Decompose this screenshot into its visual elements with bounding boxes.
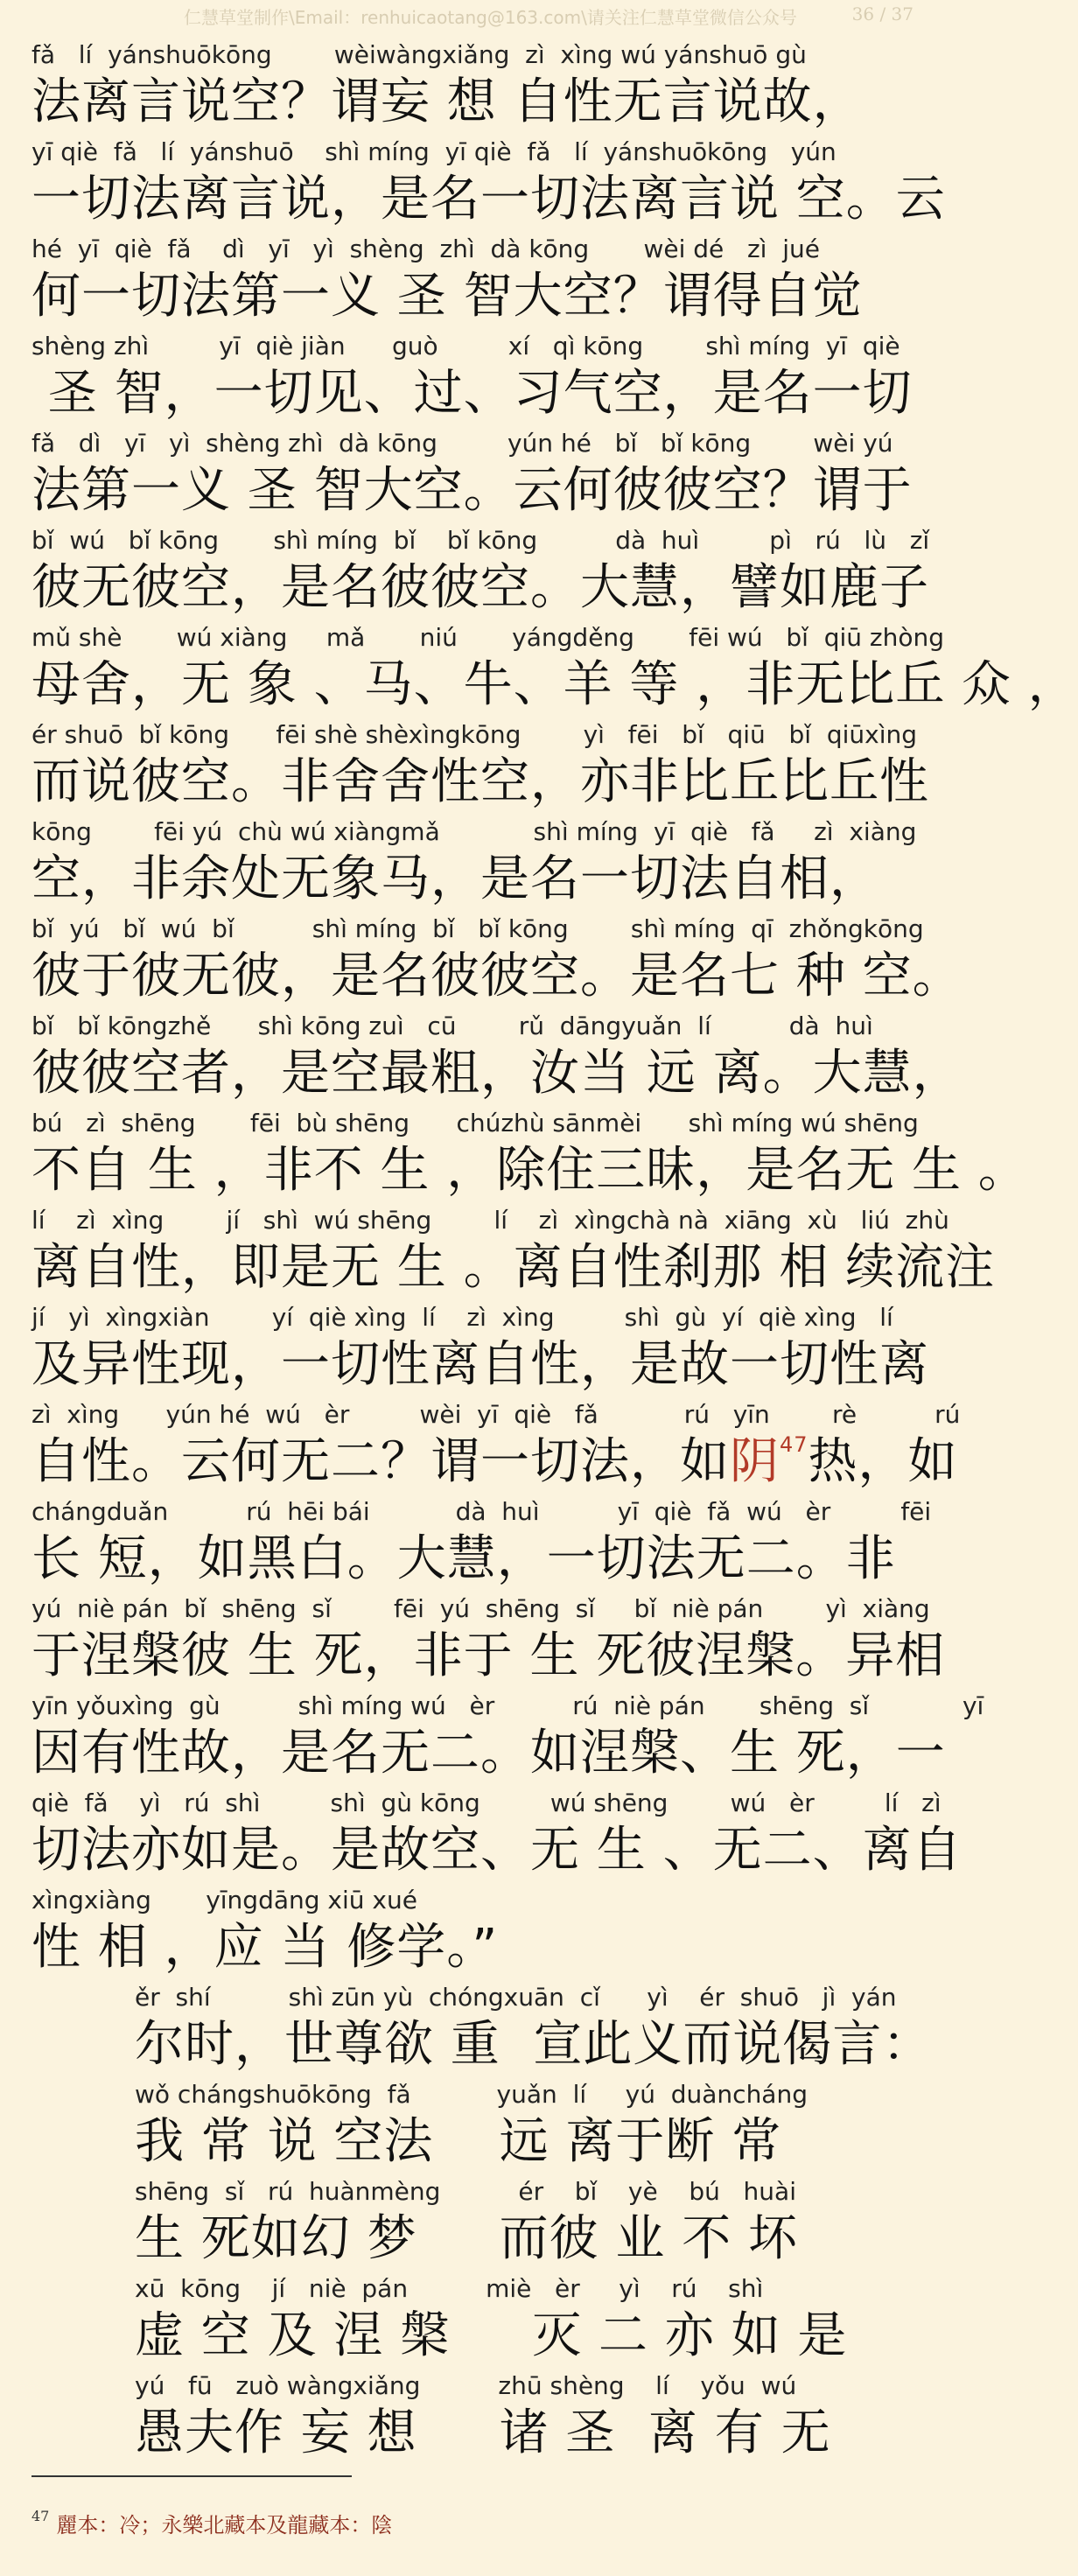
pinyin-line: yú fū zuò wàngxiǎng zhū shèng lí yǒu wú — [135, 2371, 797, 2400]
text-line — [32, 1398, 961, 1495]
text-line — [32, 1592, 946, 1690]
verse-line — [135, 2272, 919, 2370]
pinyin-line: zì xìng yún hé wú èr wèi yī qiè fǎ rú yīn rè rú — [32, 1400, 961, 1429]
text-line — [32, 330, 919, 427]
pinyin-line: fǎ lí yánshuōkōng wèiwàngxiǎng zì xìng wú yánshuō gù — [32, 40, 807, 69]
hanzi-line: 一切法离言说，是名一切法离言说 空。云 — [32, 171, 946, 228]
footnote-reference[interactable]: 47 — [780, 1432, 808, 1457]
verse-line — [135, 1981, 933, 2078]
hanzi-line: 彼无彼空，是名彼彼空。大慧，譬如鹿子 — [32, 559, 929, 616]
hanzi-line: 尔时，世尊欲 重 宣此义而说偈言： — [135, 2016, 933, 2073]
text-line — [32, 1107, 1028, 1204]
verse-line — [135, 2370, 919, 2467]
hanzi-segment: 热，如 — [808, 1433, 958, 1490]
text-line — [32, 524, 930, 621]
hanzi-line: 虚 空 及 涅 槃 灭 二 亦 如 是 — [135, 2307, 848, 2364]
page-number: 36 / 37 — [851, 4, 914, 24]
pinyin-line: qiè fǎ yì rú shì shì gù kōng wú shēng wú èr lí zì — [32, 1788, 942, 1817]
hanzi-line: 母舍，无 象 、马、牛、羊 等 ，非无比丘 众 ， — [32, 656, 1078, 713]
annotated-character: 阴 — [730, 1433, 780, 1490]
page-header — [0, 0, 945, 35]
pinyin-line: shēng sǐ rú huànmèng ér bǐ yè bú huài — [135, 2177, 796, 2206]
pinyin-line: lí zì xìng jí shì wú shēng lí zì xìngchà nà xiāng xù liú zhù — [32, 1206, 949, 1235]
hanzi-line: 法离言说空？谓妄 想 自性无言说故， — [32, 74, 863, 130]
pinyin-line: yīn yǒuxìng gù shì míng wú èr rú niè pán shēng sǐ yī — [32, 1691, 984, 1720]
hanzi-line: 而说彼空。非舍舍性空，亦非比丘比丘性 — [32, 753, 929, 810]
hanzi-line: 愚夫作 妄 想 诸 圣 离 有 无 — [135, 2404, 831, 2461]
header-watermark: 仁慧草堂制作\Email：renhuicaotang@163.com\请关注仁慧草堂微信公众号 — [184, 7, 797, 28]
hanzi-line: 何一切法第一义 圣 智大空？谓得自觉 — [32, 268, 863, 325]
footnote-text: 麗本：冷；永樂北藏本及龍藏本：陰 — [56, 2513, 393, 2538]
hanzi-line: 圣 智，一切见、过、习气空，是名一切 — [32, 365, 913, 422]
hanzi-line: 长 短，如黑白。大慧，一切法无二。非 — [32, 1530, 896, 1587]
pinyin-line: ěr shí shì zūn yù chóngxuān cǐ yì ér shuō jì yán — [135, 1983, 897, 2012]
footnote-number: 47 — [32, 2508, 50, 2524]
footnote — [32, 2508, 392, 2538]
text-line — [32, 1010, 962, 1107]
hanzi-segment: 自性。云何无二？谓一切法，如 — [32, 1433, 730, 1490]
text-line — [32, 427, 919, 524]
verse-line — [135, 2175, 919, 2272]
hanzi-line: 性 相 ，应 当 修学。” — [32, 1919, 499, 1976]
pinyin-line: yī qiè fǎ lí yánshuō shì míng yī qiè fǎ lí yánshuōkōng yún — [32, 137, 836, 166]
hanzi-line: 生 死如幻 梦 而彼 业 不 坏 — [135, 2210, 799, 2267]
text-line — [32, 1301, 929, 1398]
text-line — [32, 1884, 919, 1981]
text-line — [32, 1204, 996, 1301]
pinyin-line: mǔ shè wú xiàng mǎ niú yángděng fēi wú bǐ qiū zhòng — [32, 623, 944, 652]
hanzi-line: 彼于彼无彼，是名彼彼空。是名七 种 空。 — [32, 948, 962, 1004]
pinyin-line: yú niè pán bǐ shēng sǐ fēi yú shēng sǐ bǐ niè pán yì xiàng — [32, 1594, 930, 1623]
text-line — [32, 621, 1078, 718]
hanzi-line — [32, 1432, 958, 1493]
text-line — [32, 1495, 932, 1592]
pinyin-line: fǎ dì yī yì shèng zhì dà kōng yún hé bǐ bǐ kōng wèi yú — [32, 429, 893, 458]
pinyin-line: bǐ wú bǐ kōng shì míng bǐ bǐ kōng dà huì pì rú lù zǐ — [32, 526, 930, 555]
text-line — [32, 1787, 962, 1884]
hanzi-line: 及异性现，一切性离自性，是故一切性离 — [32, 1336, 929, 1393]
pinyin-line: jí yì xìngxiàn yí qiè xìng lí zì xìng shì gù yí qiè xìng lí — [32, 1303, 893, 1332]
pinyin-line: bǐ bǐ kōngzhě shì kōng zuì cū rǔ dāngyuǎn lí dà huì — [32, 1012, 873, 1040]
text-line — [32, 38, 919, 136]
text-line — [32, 913, 962, 1010]
hanzi-line: 离自性，即是无 生 。离自性刹那 相 续流注 — [32, 1239, 996, 1296]
pinyin-line: bǐ yú bǐ wú bǐ shì míng bǐ bǐ kōng shì míng qī zhǒngkōng — [32, 914, 924, 943]
hanzi-line: 我 常 说 空法 远 离于断 常 — [135, 2113, 782, 2170]
hanzi-line: 不自 生 ，非不 生 ，除住三昧，是名无 生 。 — [32, 1142, 1028, 1199]
hanzi-line: 切法亦如是。是故空、无 生 、无二、离自 — [32, 1822, 962, 1879]
pinyin-line: bú zì shēng fēi bù shēng chúzhù sānmèi shì míng wú shēng — [32, 1109, 919, 1138]
scripture-text — [32, 38, 1078, 2467]
pinyin-line: shèng zhì yī qiè jiàn guò xí qì kōng shì míng yī qiè — [32, 332, 900, 360]
hanzi-line: 于涅槃彼 生 死，非于 生 死彼涅槃。异相 — [32, 1628, 946, 1684]
text-line — [32, 718, 929, 816]
pinyin-line: wǒ chángshuōkōng fǎ yuǎn lí yú duàncháng — [135, 2080, 808, 2109]
hanzi-line: 空，非余处无象马，是名一切法自相， — [32, 850, 879, 907]
pinyin-line: xìngxiàng yīngdāng xiū xué — [32, 1886, 417, 1914]
pinyin-line: xū kōng jí niè pán miè èr yì rú shì — [135, 2274, 764, 2303]
pinyin-line: hé yī qiè fǎ dì yī yì shèng zhì dà kōng wèi dé zì jué — [32, 234, 821, 263]
hanzi-line: 因有性故，是名无二。如涅槃、生 死，一 — [32, 1725, 946, 1782]
verse-line — [135, 2078, 919, 2175]
text-line — [32, 233, 919, 330]
pinyin-line: kōng fēi yú chù wú xiàngmǎ shì míng yī qiè fǎ zì xiàng — [32, 817, 917, 846]
hanzi-line: 法第一义 圣 智大空。云何彼彼空？谓于 — [32, 462, 913, 519]
hanzi-line: 彼彼空者，是空最粗，汝当 远 离。大慧， — [32, 1045, 962, 1102]
pinyin-line: ér shuō bǐ kōng fēi shè shèxìngkōng yì fēi bǐ qiū bǐ qiūxìng — [32, 720, 917, 749]
text-line — [32, 136, 946, 233]
pinyin-line: chángduǎn rú hēi bái dà huì yī qiè fǎ wú èr fēi — [32, 1497, 932, 1526]
text-line — [32, 1690, 984, 1787]
text-line — [32, 816, 919, 913]
footnote-divider — [32, 2475, 352, 2477]
